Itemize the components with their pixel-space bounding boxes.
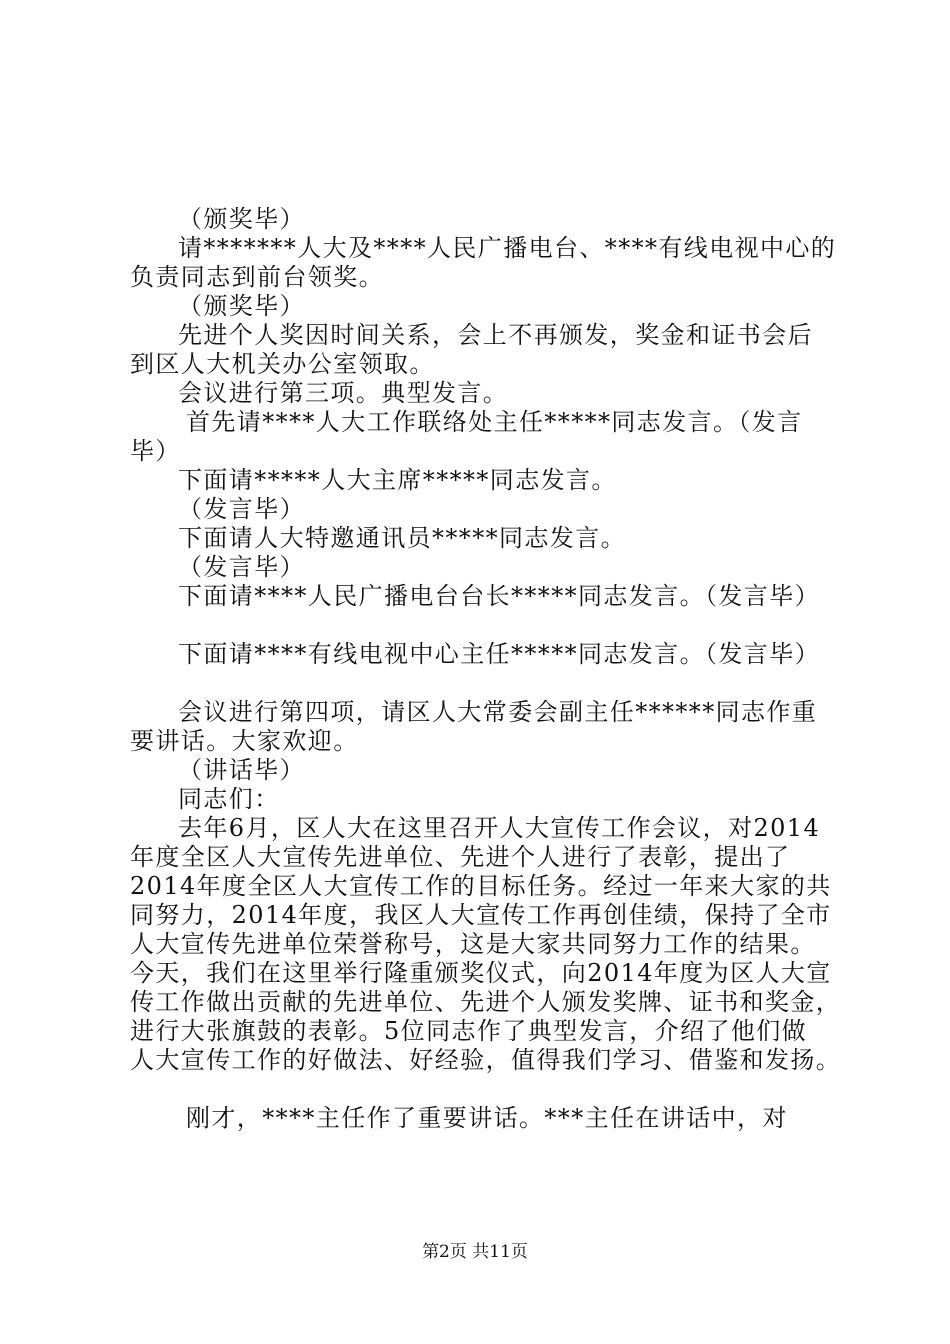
text-line: 今天，我们在这里举行隆重颁奖仪式，向2014年度为区人大宣	[130, 959, 832, 987]
text-line: （讲话毕）	[178, 756, 305, 784]
text-line: 会议进行第三项。典型发言。	[178, 379, 509, 407]
text-line: 进行大张旗鼓的表彰。5位同志作了典型发言，介绍了他们做	[130, 1017, 808, 1045]
text-line: 传工作做出贡献的先进单位、先进个人颁发奖牌、证书和奖金，	[130, 988, 842, 1016]
page-number: 第2页 共11页	[422, 1242, 528, 1262]
text-line: 会议进行第四项，请区人大常委会副主任******同志作重	[178, 698, 818, 726]
text-line: 2014年度全区人大宣传工作的目标任务。经过一年来大家的共	[130, 872, 832, 900]
text-line: 去年6月，区人大在这里召开人大宣传工作会议，对2014	[178, 814, 821, 842]
blank-line	[130, 1075, 830, 1104]
text-line: （颁奖毕）	[178, 292, 305, 320]
text-line: 人大宣传工作的好做法、好经验，值得我们学习、借鉴和发扬。	[130, 1046, 842, 1074]
text-line: （发言毕）	[178, 495, 305, 523]
text-line: 要讲话。大家欢迎。	[130, 727, 359, 755]
body-text	[130, 205, 842, 1133]
text-line: 刚才，****主任作了重要讲话。***主任在讲话中，对	[186, 1104, 788, 1132]
text-line: 到区人大机关办公室领取。	[130, 350, 435, 378]
text-line: 首先请****人大工作联络处主任*****同志发言。（发言	[186, 408, 803, 436]
text-line: 年度全区人大宣传先进单位、先进个人进行了表彰，提出了	[130, 843, 791, 871]
text-line: 同努力，2014年度，我区人大宣传工作再创佳绩，保持了全市	[130, 901, 832, 929]
text-line: 请*******人大及****人民广播电台、****有线电视中心的	[178, 234, 837, 262]
text-line: 人大宣传先进单位荣誉称号，这是大家共同努力工作的结果。	[130, 930, 816, 958]
blank-line	[130, 611, 830, 640]
text-line: 同志们：	[178, 785, 280, 813]
text-line: 下面请****有线电视中心主任*****同志发言。（发言毕）	[178, 640, 820, 668]
text-line: （颁奖毕）	[178, 205, 305, 233]
text-line: 负责同志到前台领奖。	[130, 263, 384, 291]
blank-line	[130, 669, 830, 698]
text-line: 先进个人奖因时间关系，会上不再颁发，奖金和证书会后	[178, 321, 813, 349]
text-line: 毕）	[130, 437, 181, 465]
text-line: 下面请*****人大主席*****同志发言。	[178, 466, 617, 494]
text-line: 下面请人大特邀通讯员*****同志发言。	[178, 524, 626, 552]
text-line: 下面请****人民广播电台台长*****同志发言。（发言毕）	[178, 582, 820, 610]
text-line: （发言毕）	[178, 553, 305, 581]
